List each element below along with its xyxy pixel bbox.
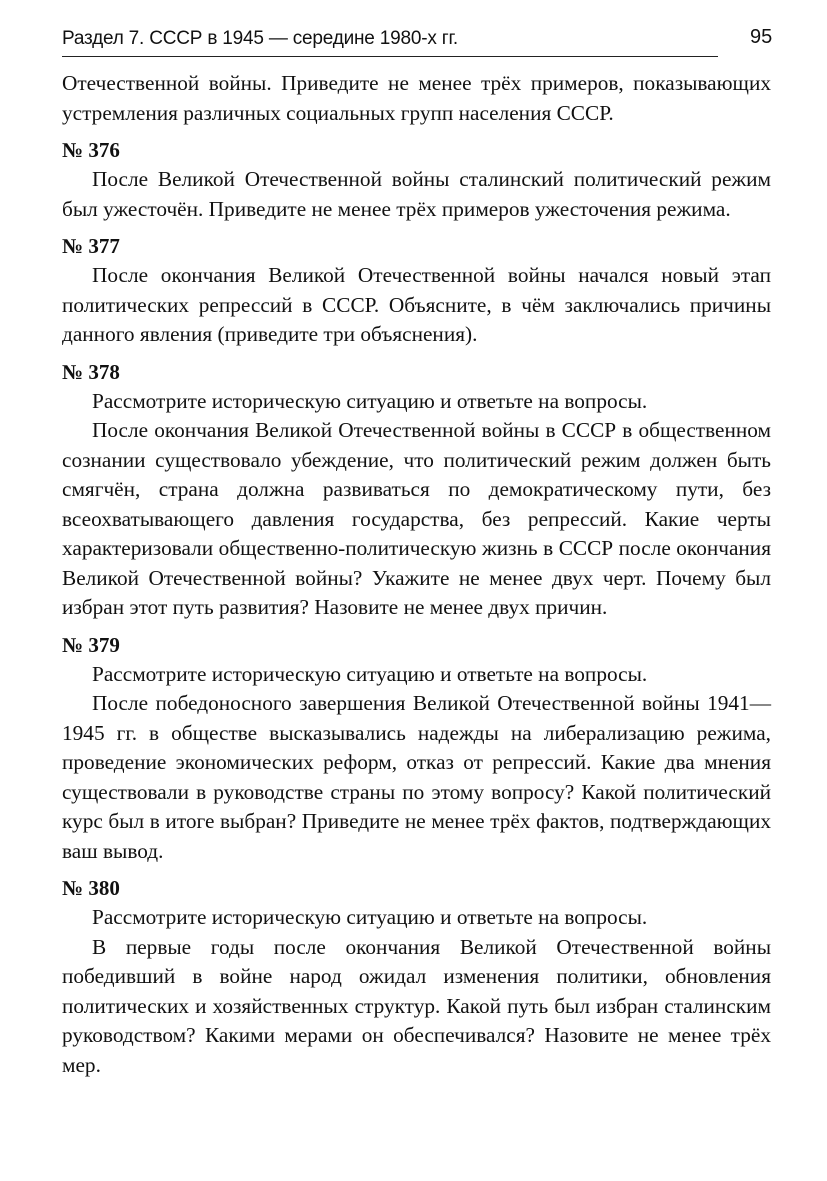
book-page [62,22,771,1080]
running-head [62,22,773,57]
task-379 [62,631,771,867]
task-380 [62,874,771,1080]
task-paragraph: После победоносного завершения Великой Отечественной войны 1941—1945 гг. в обществе высказывались надежды на либерализацию режима, проведение экономических реформ, отказ от репрессий. Какие два мнения существовали в руководстве страны по этому вопросу? Какой политический курс был в итоге выбран? Приведите не менее трёх фактов, подтверждающих ваш вывод. [62,691,771,863]
task-378 [62,358,771,623]
task-number: № 376 [62,138,120,162]
section-title: Раздел 7. СССР в 1945 — середине 1980-х гг. [62,28,458,49]
task-instruction: Рассмотрите историческую ситуацию и ответьте на вопросы. [92,905,648,929]
task-paragraph: После Великой Отечественной войны сталинский политический режим был ужесточён. Приведите не менее трёх примеров ужесточения режима. [62,167,771,221]
task-number: № 378 [62,359,120,384]
task-number: № 377 [62,234,120,258]
task-376 [62,136,771,224]
continuation-paragraph: Отечественной войны. Приведите не менее трёх примеров, показывающих устремления различных социальных групп населения СССР. [62,71,771,125]
task-paragraph: После окончания Великой Отечественной войны в СССР в общественном сознании существовало убеждение, что политический режим должен быть смягчён, страна должна развиваться по демократическому пути, без всеохватывающего давления государства, без репрессий. Какие черты характеризовали общественно-политическую жизнь в СССР после окончания Великой Отечественной войны? Укажите не менее двух черт. Почему был избран этот путь развития? Назовите не менее двух причин. [62,418,771,619]
task-paragraph: После окончания Великой Отечественной войны начался новый этап политических репрессий в СССР. Объясните, в чём заключались причины данного явления (приведите три объяснения). [62,263,771,346]
page-number: 95 [750,26,773,48]
task-instruction: Рассмотрите историческую ситуацию и ответьте на вопросы. [92,388,648,413]
task-377 [62,232,771,350]
task-instruction: Рассмотрите историческую ситуацию и ответьте на вопросы. [92,661,648,686]
task-number: № 380 [62,876,120,900]
task-number: № 379 [62,632,120,657]
task-paragraph: В первые годы после окончания Великой Отечественной войны победивший в войне народ ожидал изменения политики, обновления политических и хозяйственных структур. Какой путь был избран сталинским руководством? Какими мерами он обеспечивался? Назовите не менее трёх мер. [62,934,771,1077]
